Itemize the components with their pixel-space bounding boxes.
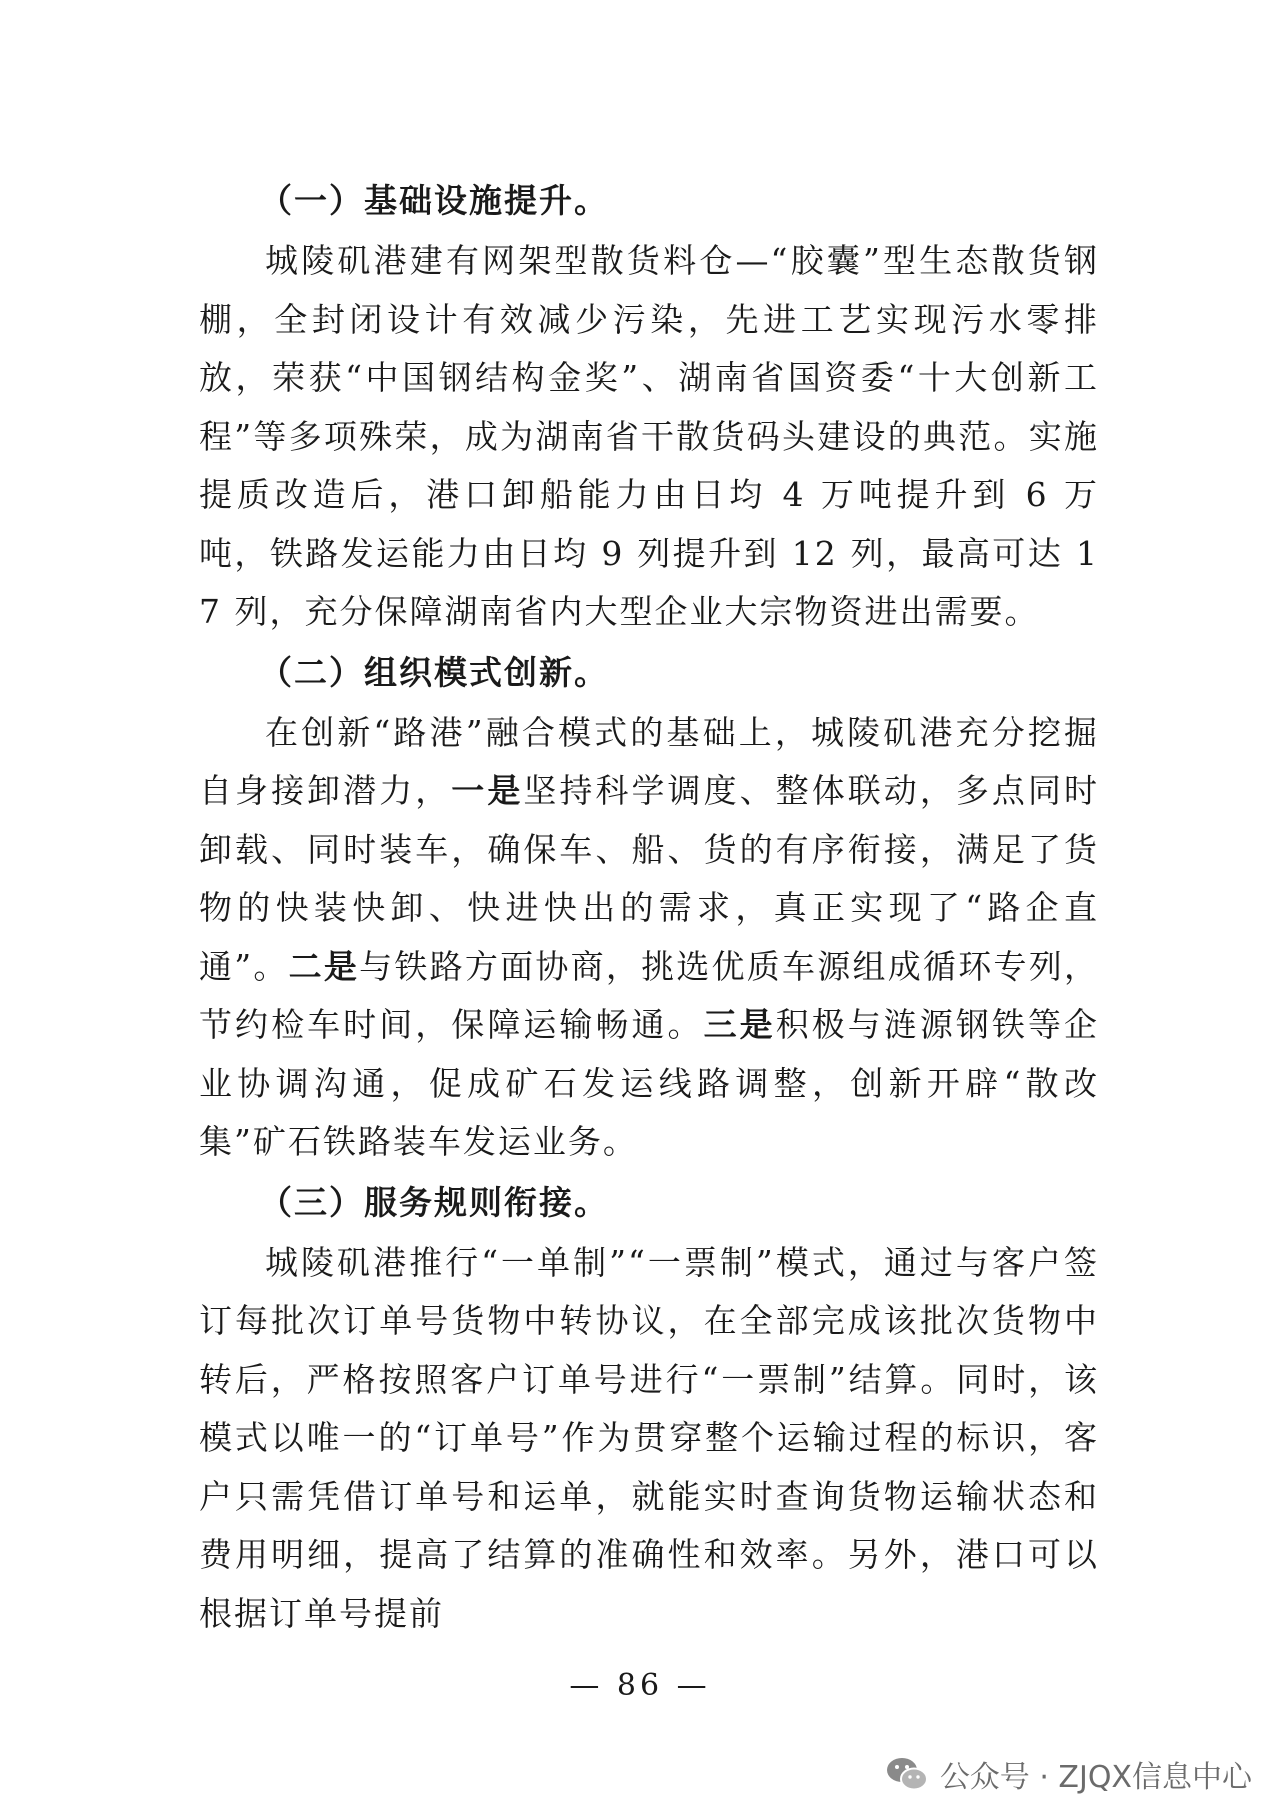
section-paragraph (199, 704, 1099, 1172)
section-heading: （一）基础设施提升。 (259, 181, 609, 220)
paragraph-text: 城陵矶港建有网架型散货料仓—“胶囊”型生态散货钢棚，全封闭设计有效减少污染，先进工艺实现污水零排放，荣获“中国钢结构金奖”、湖南省国资委“十大创新工程”等多项殊荣，成为湖南省干散货码头建设的典范。实施提质改造后，港口卸船能力由日均 4 万吨提升到 6 万吨，铁路发运能力由日均 9 列提升到 12 列，最高可达 17 列，充分保障湖南省内大型企业大宗物资进出需要。 (199, 241, 1099, 631)
section-heading: （二）组织模式创新。 (259, 652, 609, 692)
page-number: — 86 — (569, 1668, 711, 1703)
section-paragraph (199, 1234, 1099, 1644)
watermark-text: 公众号 · ZJQX信息中心 (939, 1760, 1252, 1795)
paragraph-text: 与铁路方面协商，挑选优质车源组成循环专列，节约检车时间，保障运输畅通。 (199, 946, 1100, 1044)
paragraph-text: 城陵矶港推行“一单制”“一票制”模式，通过与客户签订每批次订单号货物中转协议，在全部完成该批次货物中转后，严格按照客户订单号进行“一票制”结算。同时，该模式以唯一的“订单号”作为贯穿整个运输过程的标识，客户只需凭借订单号和运单，就能实时查询货物运输状态和费用明细，提高了结算的准确性和效率。另外，港口可以根据订单号提前 (199, 1242, 1099, 1633)
section-heading: （三）服务规则衔接。 (259, 1182, 609, 1222)
paragraph-text: 坚持科学调度、整体联动，多点同时卸载、同时装车，确保车、船、货的有序衔接，满足了货物的快装快卸、快进快出的需求，真正实现了“路企直通”。 (199, 771, 1100, 986)
bold-keyword: 二是 (288, 946, 360, 986)
body-text (199, 172, 1099, 1645)
paragraph-text: 积极与涟源钢铁等企业协调沟通，促成矿石发运线路调整，创新开辟“散改集”矿石铁路装车发运业务。 (199, 1005, 1100, 1161)
bold-keyword: 三是 (703, 1005, 776, 1044)
wechat-icon (884, 1754, 930, 1794)
bold-keyword: 一是 (451, 771, 524, 810)
section-paragraph (199, 232, 1099, 642)
watermark (884, 1752, 1252, 1796)
paragraph-text: 在创新“路港”融合模式的基础上，城陵矶港充分挖掘自身接卸潜力， (199, 712, 1099, 810)
